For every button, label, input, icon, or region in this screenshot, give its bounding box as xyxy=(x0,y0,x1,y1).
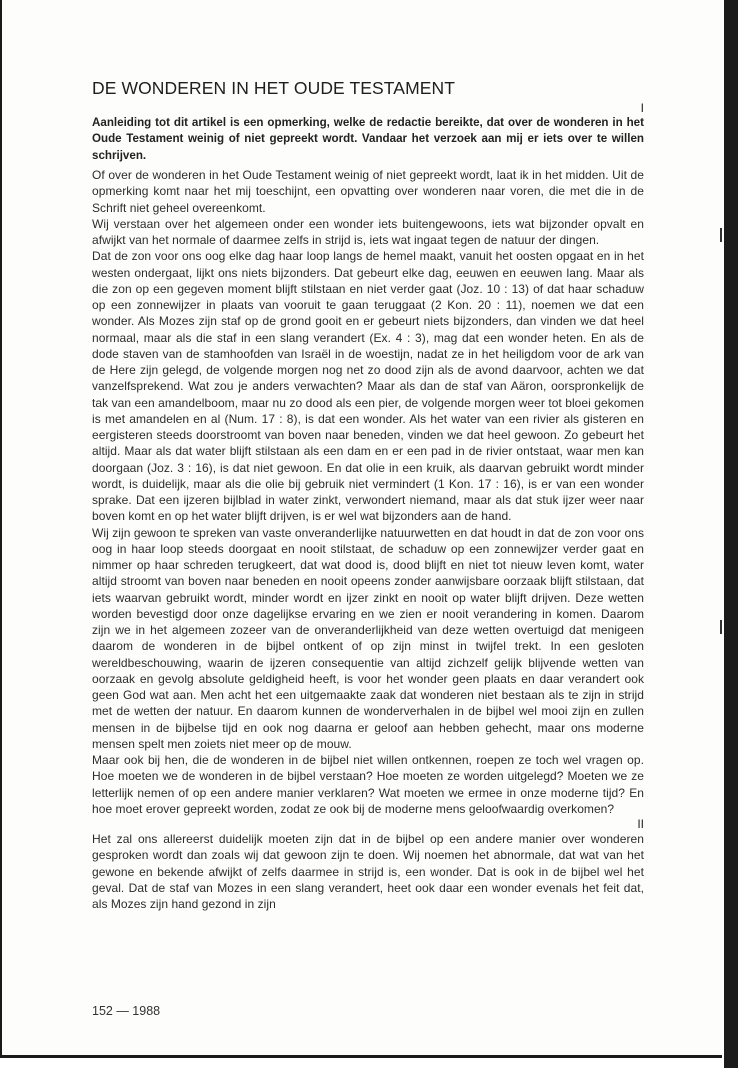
page-footer: 152 — 1988 xyxy=(92,1004,161,1018)
section-number-1: I xyxy=(640,101,644,115)
article xyxy=(92,78,644,912)
paragraph: Wij zijn gewoon te spreken van vaste onveranderlijke natuurwetten en dat houdt in dat de zon voor ons oog in haar loop steeds doorgaat en nooit stilstaat, de schaduw op een zonnewijzer verder gaat en nimmer op haar schreden terugkeert, dat wat dood is, dood blijft en niet tot nieuw leven komt, water altijd stroomt van boven naar beneden en nooit opeens zonder aanwijsbare oorzaak blijft stilstaan, dat iets waarvan gebruikt wordt, minder wordt en ijzer zinkt en nooit op water blijft drijven. Deze wetten worden bevestigd door onze dagelijkse ervaring en we zien er nooit verandering in komen. Daarom zijn we in het algemeen zozeer van de onveranderlijkheid van deze wetten overtuigd dat menigeen daarom de wonderen in de bijbel ontkent of op zijn minst in twijfel trekt. In een gesloten wereldbeschouwing, waarin de ijzeren consequentie van altijd zichzelf gelijk blijvende wetten van oorzaak en gevolg absolute geldigheid heeft, is voor het wonder geen plaats en daar verandert ook geen God wat aan. Men acht het een uitgemaakte zaak dat wonderen niet bestaan als te zijn in strijd met de wetten der natuur. En daarom kunnen de wonderverhalen in de bijbel wel mooi zijn en zullen mensen in de bijbelse tijd en ook nog daarna er geloof aan hebben gehecht, maar ons moderne mensen spelt men zoiets niet meer op de mouw. xyxy=(92,525,644,751)
margin-mark xyxy=(720,620,722,634)
paragraph: Of over de wonderen in het Oude Testament weinig of niet gepreekt wordt, laat ik in het midden. Uit de opmerking komt naar het mij toeschijnt, een opvatting over wonderen naar voren, die met die in de Schrift niet geheel overeenkomt. xyxy=(92,168,644,215)
article-intro: Aanleiding tot dit artikel is een opmerking, welke de redactie bereikte, dat over de wonderen in het Oude Testament weinig of niet gepreekt wordt. Vandaar het verzoek aan mij er iets over te willen schrijven. xyxy=(92,116,644,162)
paragraph: Het zal ons allereerst duidelijk moeten zijn dat in de bijbel op een andere manier over wonderen gesproken wordt dan zoals wij dat gewoon zijn te doen. Wij noemen het abnormale, dat wat van het gewone en bekende afwijkt of zelfs daarmee in strijd is, een wonder. Dat is ook in de bijbel wel het geval. Dat de staf van Mozes in een slang verandert, heet ook daar een wonder evenals het feit dat, als Mozes zijn hand gezond in zijn xyxy=(92,832,644,912)
paragraph: Wij verstaan over het algemeen onder een wonder iets buitengewoons, iets wat bijzonder opvalt en afwijkt van het normale of daarmee zelfs in strijd is, iets wat ingaat tegen de natuur der dingen. xyxy=(92,216,644,248)
paragraph: Maar ook bij hen, die de wonderen in de bijbel niet willen ontkennen, roepen ze toch wel vragen op. Hoe moeten we de wonderen in de bijbel verstaan? Hoe moeten ze worden uitgelegd? Moeten we ze letterlijk nemen of op een andere manier verklaren? Wat moeten we ermee in onze moderne tijd? En hoe moet erover gepreekt worden, zodat ze ook bij de moderne mens geloofwaardig overkomen? xyxy=(92,753,644,816)
section-number-2: II xyxy=(637,817,644,832)
paragraph: Dat de zon voor ons oog elke dag haar loop langs de hemel maakt, vanuit het oosten opgaat en in het westen ondergaat, lijkt ons niets bijzonders. Dat gebeurt elke dag, eeuwen en eeuwen lang. Maar als die zon op een gegeven moment blijft stilstaan en niet verder gaat (Joz. 10 : 13) of dat haar schaduw op een zonnewijzer in plaats van vooruit te gaan teruggaat (2 Kon. 20 : 11), noemen we dat een wonder. Als Mozes zijn staf op de grond gooit en er gebeurt niets bijzonders, dan vinden we dat heel normaal, maar als die staf in een slang verandert (Ex. 4 : 3), mag dat een wonder heten. En als de dode staven van de stamhoofden van Israël in de woestijn, nadat ze in het heiligdom voor de ark van de Here zijn gelegd, de volgende morgen nog net zo dood zijn als de avond daarvoor, achten we dat vanzelfsprekend. Wat zou je anders verwachten? Maar als dan de staf van Aäron, oorspronkelijk de tak van een amandelboom, maar nu zo dood als een pier, de volgende morgen weer tot bloei gekomen is met amandelen en al (Num. 17 : 8), is dat een wonder. Als het water van een rivier als gisteren en eergisteren steeds doorstroomt van boven naar beneden, vinden we dat heel gewoon. Zo gebeurt het altijd. Maar als dat water blijft stilstaan als een dam en er een pad in de rivier ontstaat, waar men kan doorgaan (Joz. 3 : 16), is dat niet gewoon. En dat olie in een kruik, als daarvan gebruikt wordt minder wordt, is duidelijk, maar als die olie bij gebruik niet vermindert (1 Kon. 17 : 16), is er van een wonder sprake. Dat een ijzeren bijlblad in water zinkt, verwondert niemand, maar als dat stuk ijzer weer naar boven komt en op het water blijft drijven, is er wel wat bijzonders aan de hand. xyxy=(92,249,644,524)
margin-mark xyxy=(720,228,722,242)
article-title: DE WONDEREN IN HET OUDE TESTAMENT xyxy=(92,78,456,98)
scan-edge xyxy=(724,0,738,1068)
